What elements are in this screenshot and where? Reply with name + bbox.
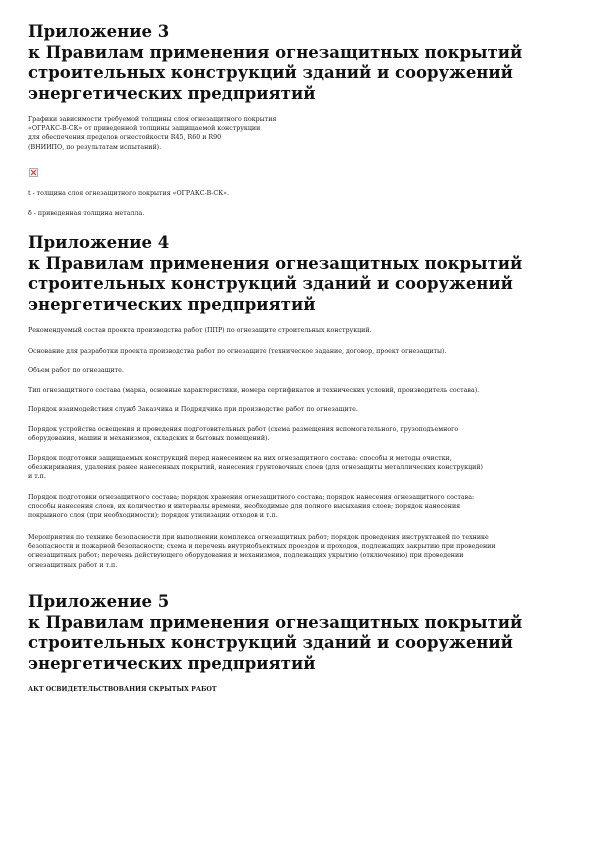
paragraph-line: огнезащитных работ; перечень действующего оборудования и механизмов, подлежащих укрытию (отключению) при проведении: [28, 552, 464, 560]
appendix-4-title-line-4: энергетических предприятий: [28, 294, 316, 314]
paragraph-line: способы нанесения слоев, их количество и интервалы времени, необходимые для полного высыхания слоев; порядок нанесения: [28, 503, 461, 511]
appendix-4-heading: [28, 233, 568, 315]
paragraph-line: Основание для разработки проекта производства работ по огнезащите (техническое задание, договор, проект огнезащиты).: [28, 348, 447, 355]
caption-line: Графики зависимости требуемой толщины слоя огнезащитного покрытия: [28, 116, 277, 123]
paragraph-line: покрывного слоя (при необходимости); порядок утилизации отходов и т.п.: [28, 512, 278, 520]
broken-image-icon: [29, 168, 38, 177]
ppr-interaction: [28, 405, 568, 414]
paragraph-line: Тип огнезащитного состава (марка, основные характеристики, номера сертификатов и технических условий, производитель состава).: [28, 387, 480, 394]
paragraph-line: Порядок подготовки защищаемых конструкций перед нанесением на них огнезащитного состава: способы и методы очистки,: [28, 455, 452, 462]
ppr-surface-preparation: [28, 454, 568, 482]
ppr-application-order: [28, 493, 568, 521]
ppr-composition-intro: [28, 326, 568, 335]
act-title: АКТ ОСВИДЕТЕЛЬСТВОВАНИЯ СКРЫТЫХ РАБОТ: [28, 686, 217, 693]
ppr-scope: [28, 366, 568, 375]
paragraph-line: Мероприятия по технике безопасности при выполнении комплекса огнезащитных работ; порядок проведения инструктажей по технике: [28, 534, 489, 541]
paragraph-line: Порядок подготовки огнезащитного состава; порядок хранения огнезащитного состава; порядок нанесения огнезащитного состава:: [28, 494, 475, 501]
ppr-preparatory-works: [28, 425, 568, 443]
appendix-5-title-line-1: Приложение 5: [28, 592, 170, 611]
paragraph-line: и т.п.: [28, 473, 46, 481]
paragraph-line: Порядок устройства освещения и проведения подготовительных работ (схема размещения вспомогательного, грузоподъемного: [28, 426, 459, 433]
ppr-fireproof-type: [28, 386, 568, 395]
appendix-3-title-line-3: строительных конструкций зданий и сооружений: [28, 63, 513, 82]
appendix-3-heading: [28, 22, 568, 104]
appendix-3-chart-caption: [28, 115, 568, 152]
paragraph-line: оборудования, машин и механизмов, складских и бытовых помещений).: [28, 435, 270, 443]
paragraph-line: Рекомендуемый состав проекта производства работ (ППР) по огнезащите строительных конструкций.: [28, 327, 372, 334]
ppr-safety-measures: [28, 533, 568, 570]
appendix-5-title-line-2: к Правилам применения огнезащитных покрытий: [28, 612, 523, 632]
appendix-5-title-line-3: строительных конструкций зданий и сооружений: [28, 633, 513, 652]
appendix-4-title-line-2: к Правилам применения огнезащитных покрытий: [28, 253, 523, 273]
appendix-3-title-line-4: энергетических предприятий: [28, 83, 316, 103]
caption-line: «ОГРАКС-В-СК» от приведенной толщины защищаемой конструкции: [28, 125, 261, 133]
appendix-5-title-line-4: энергетических предприятий: [28, 653, 316, 673]
paragraph-line: обезжиривания, удаления ранее нанесенных покрытий, нанесения грунтовочных слоев (для огнезащиты металлических конструкций): [28, 464, 484, 472]
caption-line: для обеспечения пределов огнестойкости R45, R60 и R90: [28, 134, 222, 142]
paragraph-line: Объем работ по огнезащите.: [28, 367, 124, 374]
caption-line: (ВНИИПО, по результатам испытаний).: [28, 143, 162, 151]
appendix-3-title-line-1: Приложение 3: [28, 22, 170, 41]
appendix-5-heading: [28, 592, 568, 674]
appendix-3-title-line-2: к Правилам применения огнезащитных покрытий: [28, 42, 523, 62]
appendix-4-title-line-1: Приложение 4: [28, 233, 170, 252]
appendix-4-title-line-3: строительных конструкций зданий и сооружений: [28, 274, 513, 293]
ppr-basis: [28, 347, 568, 356]
legend-thickness: t - толщина слоя огнезащитного покрытия «ОГРАКС-В-СК».: [28, 190, 229, 197]
paragraph-line: Порядок взаимодействия служб Заказчика и Подрядчика при производстве работ по огнезащите.: [28, 406, 358, 413]
legend-reduced-thickness: δ - приведенная толщина металла.: [28, 210, 145, 217]
paragraph-line: безопасности и пожарной безопасности; схема и перечень внутриобъектных проездов и проходов, подлежащих закрытию при проведении: [28, 543, 496, 551]
paragraph-line: огнезащитных работ и т.п.: [28, 561, 118, 569]
